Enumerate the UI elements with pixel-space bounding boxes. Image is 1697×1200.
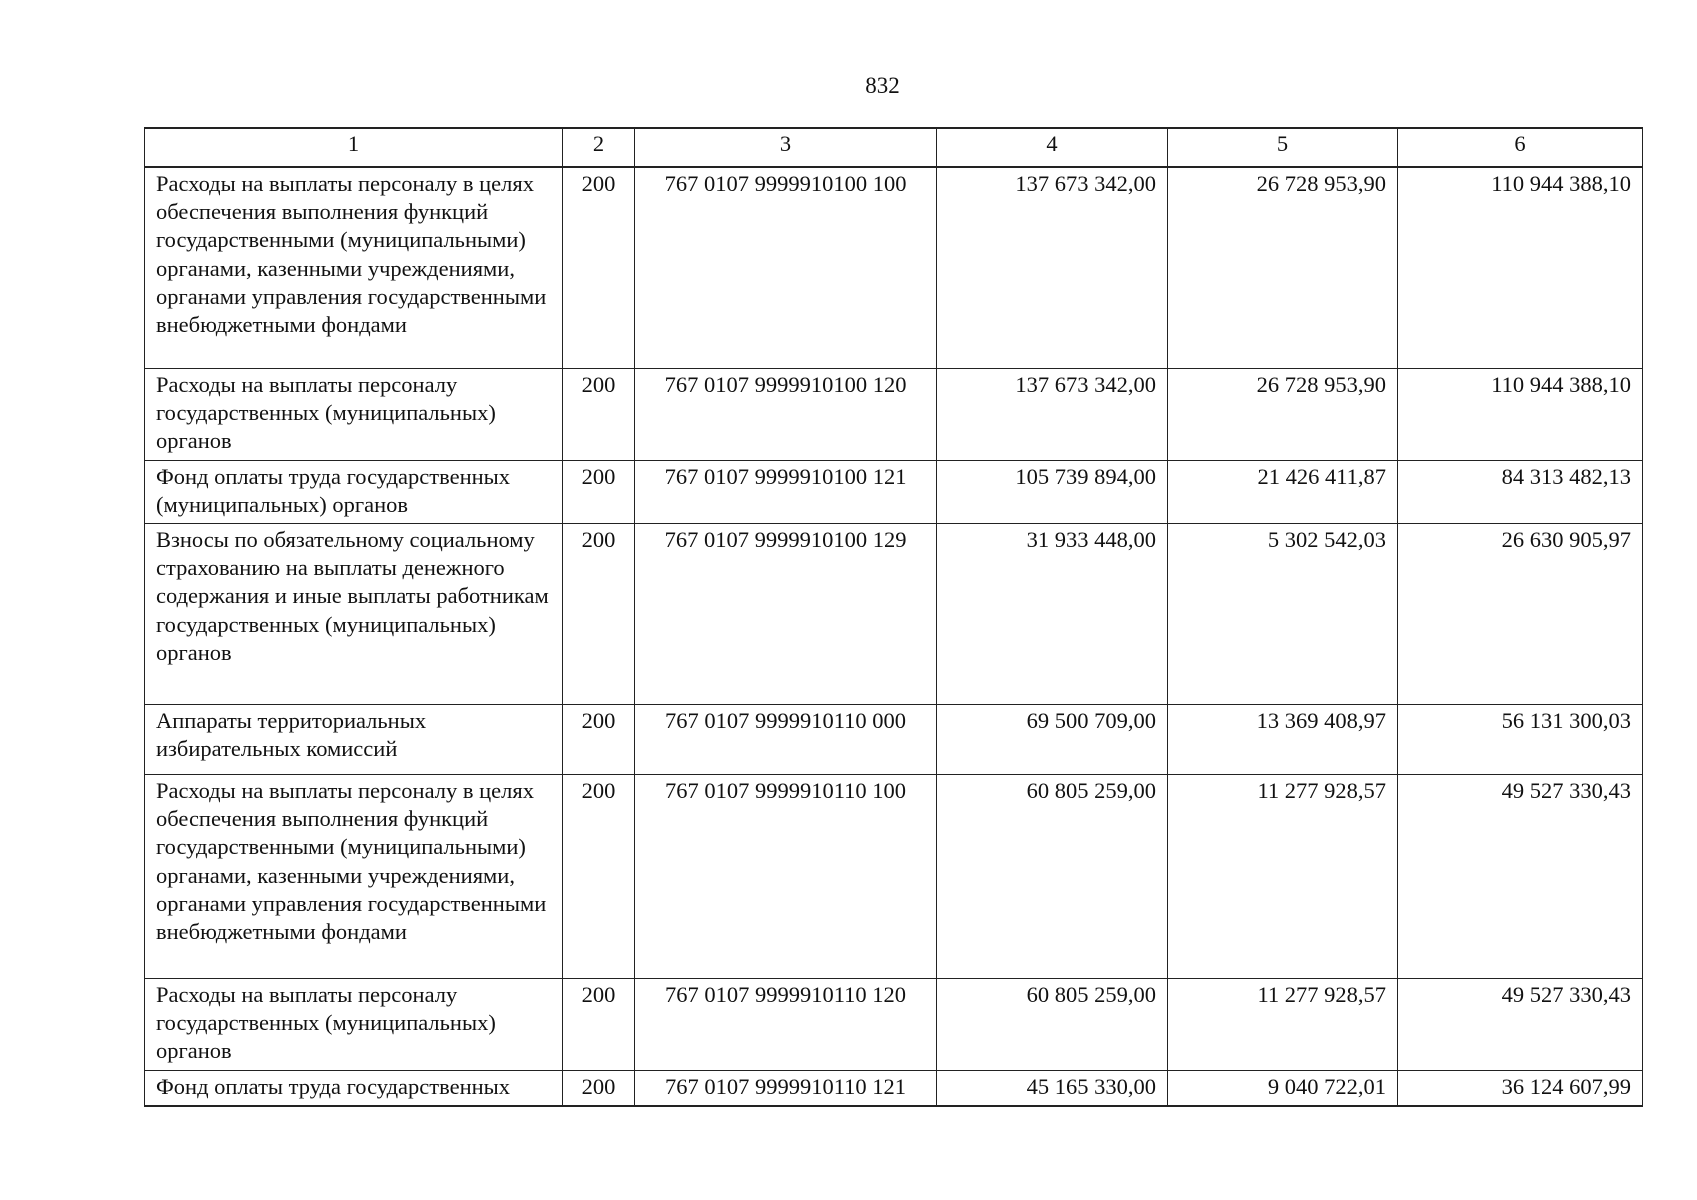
row-executed-amount-cell: 11 277 928,57 [1168,775,1398,979]
column-header-6: 6 [1398,128,1643,167]
row-classification-code-cell: 767 0107 9999910110 120 [635,979,937,1071]
row-remaining-amount-cell: 26 630 905,97 [1398,524,1643,705]
row-name-cell: Фонд оплаты труда государственных [145,1070,563,1106]
table-row [145,167,1643,369]
row-remaining-amount-cell: 36 124 607,99 [1398,1070,1643,1106]
row-classification-code-cell: 767 0107 9999910110 121 [635,1070,937,1106]
row-remaining-amount-cell: 49 527 330,43 [1398,979,1643,1071]
table-row [145,1070,1643,1106]
row-name-cell: Расходы на выплаты персоналу государственных (муниципальных) органов [145,979,563,1071]
row-classification-code-cell: 767 0107 9999910100 121 [635,460,937,523]
table-row [145,979,1643,1071]
row-approved-amount-cell: 69 500 709,00 [937,705,1168,775]
table-row [145,705,1643,775]
row-approved-amount-cell: 60 805 259,00 [937,775,1168,979]
row-remaining-amount-cell: 56 131 300,03 [1398,705,1643,775]
row-classification-code-cell: 767 0107 9999910100 129 [635,524,937,705]
column-header-4: 4 [937,128,1168,167]
budget-execution-table [144,127,1643,1107]
header-row [145,128,1643,167]
row-code-cell: 200 [563,460,635,523]
row-executed-amount-cell: 21 426 411,87 [1168,460,1398,523]
row-approved-amount-cell: 137 673 342,00 [937,167,1168,369]
row-approved-amount-cell: 105 739 894,00 [937,460,1168,523]
page-number: 832 [865,73,900,98]
row-executed-amount-cell: 11 277 928,57 [1168,979,1398,1071]
row-name-cell: Аппараты территориальных избирательных комиссий [145,705,563,775]
row-code-cell: 200 [563,369,635,461]
row-name-cell: Расходы на выплаты персоналу в целях обеспечения выполнения функций государственными (муниципальными) органами, казенными учреждениями, органами управления государственными внебюджетными фондами [145,775,563,979]
table-row [145,524,1643,705]
column-header-5: 5 [1168,128,1398,167]
column-header-3: 3 [635,128,937,167]
row-executed-amount-cell: 5 302 542,03 [1168,524,1398,705]
row-classification-code-cell: 767 0107 9999910110 100 [635,775,937,979]
row-remaining-amount-cell: 84 313 482,13 [1398,460,1643,523]
row-approved-amount-cell: 137 673 342,00 [937,369,1168,461]
row-executed-amount-cell: 26 728 953,90 [1168,167,1398,369]
row-executed-amount-cell: 26 728 953,90 [1168,369,1398,461]
row-code-cell: 200 [563,775,635,979]
row-name-cell: Расходы на выплаты персоналу в целях обеспечения выполнения функций государственными (муниципальными) органами, казенными учреждениями, органами управления государственными внебюджетными фондами [145,167,563,369]
table-row [145,460,1643,523]
row-approved-amount-cell: 60 805 259,00 [937,979,1168,1071]
column-header-2: 2 [563,128,635,167]
row-code-cell: 200 [563,167,635,369]
row-remaining-amount-cell: 110 944 388,10 [1398,167,1643,369]
row-name-cell: Взносы по обязательному социальному страхованию на выплаты денежного содержания и иные выплаты работникам государственных (муниципальных) органов [145,524,563,705]
row-name-cell: Расходы на выплаты персоналу государственных (муниципальных) органов [145,369,563,461]
row-code-cell: 200 [563,979,635,1071]
row-executed-amount-cell: 13 369 408,97 [1168,705,1398,775]
table-row [145,369,1643,461]
row-classification-code-cell: 767 0107 9999910100 120 [635,369,937,461]
row-classification-code-cell: 767 0107 9999910100 100 [635,167,937,369]
row-name-cell: Фонд оплаты труда государственных (муниципальных) органов [145,460,563,523]
row-executed-amount-cell: 9 040 722,01 [1168,1070,1398,1106]
row-remaining-amount-cell: 49 527 330,43 [1398,775,1643,979]
row-classification-code-cell: 767 0107 9999910110 000 [635,705,937,775]
row-code-cell: 200 [563,1070,635,1106]
table-row [145,775,1643,979]
row-code-cell: 200 [563,705,635,775]
row-code-cell: 200 [563,524,635,705]
column-header-1: 1 [145,128,563,167]
row-approved-amount-cell: 45 165 330,00 [937,1070,1168,1106]
row-approved-amount-cell: 31 933 448,00 [937,524,1168,705]
row-remaining-amount-cell: 110 944 388,10 [1398,369,1643,461]
